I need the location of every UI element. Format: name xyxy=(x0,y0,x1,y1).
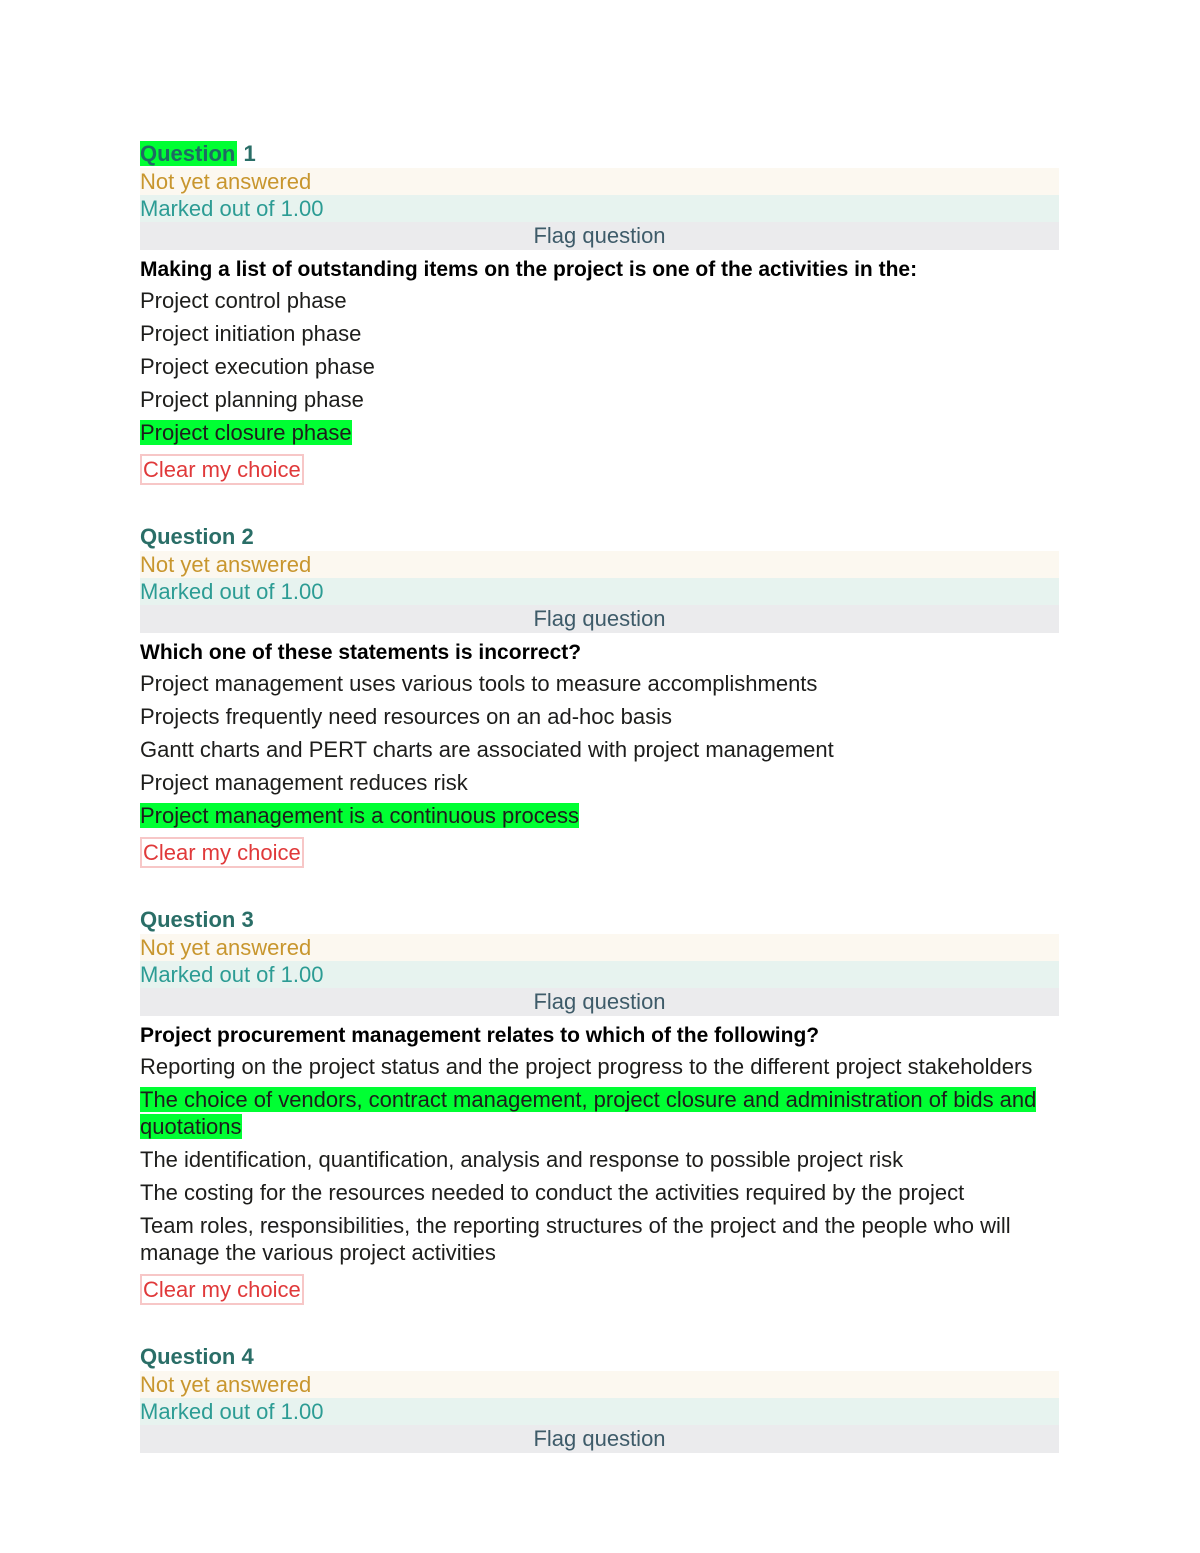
answer-option[interactable]: Project planning phase xyxy=(140,387,364,412)
question-number: 2 xyxy=(241,524,254,549)
question-number: 3 xyxy=(241,907,254,932)
answer-option-selected[interactable]: Project closure phase xyxy=(140,420,352,445)
flag-question-button[interactable]: Flag question xyxy=(140,988,1059,1016)
question-label: Question xyxy=(140,1344,236,1369)
question-state: Not yet answered xyxy=(140,934,1059,961)
question-state: Not yet answered xyxy=(140,551,1059,578)
clear-choice-button[interactable]: Clear my choice xyxy=(140,454,304,485)
question-marks: Marked out of 1.00 xyxy=(140,578,1059,605)
clear-choice-button[interactable]: Clear my choice xyxy=(140,1274,304,1305)
answer-option[interactable]: The identification, quantification, analysis and response to possible project risk xyxy=(140,1147,904,1172)
answer-option[interactable]: The costing for the resources needed to conduct the activities required by the project xyxy=(140,1180,965,1205)
question-text: Project procurement management relates to which of the following? xyxy=(140,1024,820,1047)
question-marks: Marked out of 1.00 xyxy=(140,1398,1059,1425)
question-state: Not yet answered xyxy=(140,1371,1059,1398)
question-state: Not yet answered xyxy=(140,168,1059,195)
answer-option[interactable]: Project management uses various tools to measure accomplishments xyxy=(140,671,818,696)
answer-option-selected[interactable]: Project management is a continuous process xyxy=(140,803,580,828)
question-label: Question xyxy=(140,141,236,166)
question-heading xyxy=(140,906,1059,934)
question-number: 4 xyxy=(241,1344,254,1369)
question-block-3 xyxy=(140,906,1059,1325)
question-text: Which one of these statements is incorrect? xyxy=(140,641,582,664)
question-marks: Marked out of 1.00 xyxy=(140,195,1059,222)
question-heading xyxy=(140,1343,1059,1371)
answer-option[interactable]: Project management reduces risk xyxy=(140,770,468,795)
question-label: Question xyxy=(140,907,236,932)
question-block-1 xyxy=(140,140,1059,505)
answer-option[interactable]: Team roles, responsibilities, the reporting structures of the project and the people who will manage the various project activities xyxy=(140,1213,1011,1265)
answer-option[interactable]: Project control phase xyxy=(140,288,347,313)
answer-option[interactable]: Projects frequently need resources on an ad-hoc basis xyxy=(140,704,672,729)
answer-option[interactable]: Project execution phase xyxy=(140,354,375,379)
question-label: Question xyxy=(140,524,236,549)
answer-option[interactable]: Gantt charts and PERT charts are associated with project management xyxy=(140,737,834,762)
quiz-page xyxy=(140,140,1059,1471)
question-text: Making a list of outstanding items on the project is one of the activities in the: xyxy=(140,258,918,281)
flag-question-button[interactable]: Flag question xyxy=(140,605,1059,633)
flag-question-button[interactable]: Flag question xyxy=(140,1425,1059,1453)
question-block-2 xyxy=(140,523,1059,888)
question-heading xyxy=(140,140,1059,168)
question-marks: Marked out of 1.00 xyxy=(140,961,1059,988)
answer-option[interactable]: Project initiation phase xyxy=(140,321,362,346)
answer-option-selected[interactable]: The choice of vendors, contract management, project closure and administration of bids and quotations xyxy=(140,1087,1037,1139)
flag-question-button[interactable]: Flag question xyxy=(140,222,1059,250)
question-heading xyxy=(140,523,1059,551)
question-number: 1 xyxy=(243,141,256,166)
answer-option[interactable]: Reporting on the project status and the project progress to the different project stakeholders xyxy=(140,1054,1033,1079)
question-block-4 xyxy=(140,1343,1059,1453)
clear-choice-button[interactable]: Clear my choice xyxy=(140,837,304,868)
